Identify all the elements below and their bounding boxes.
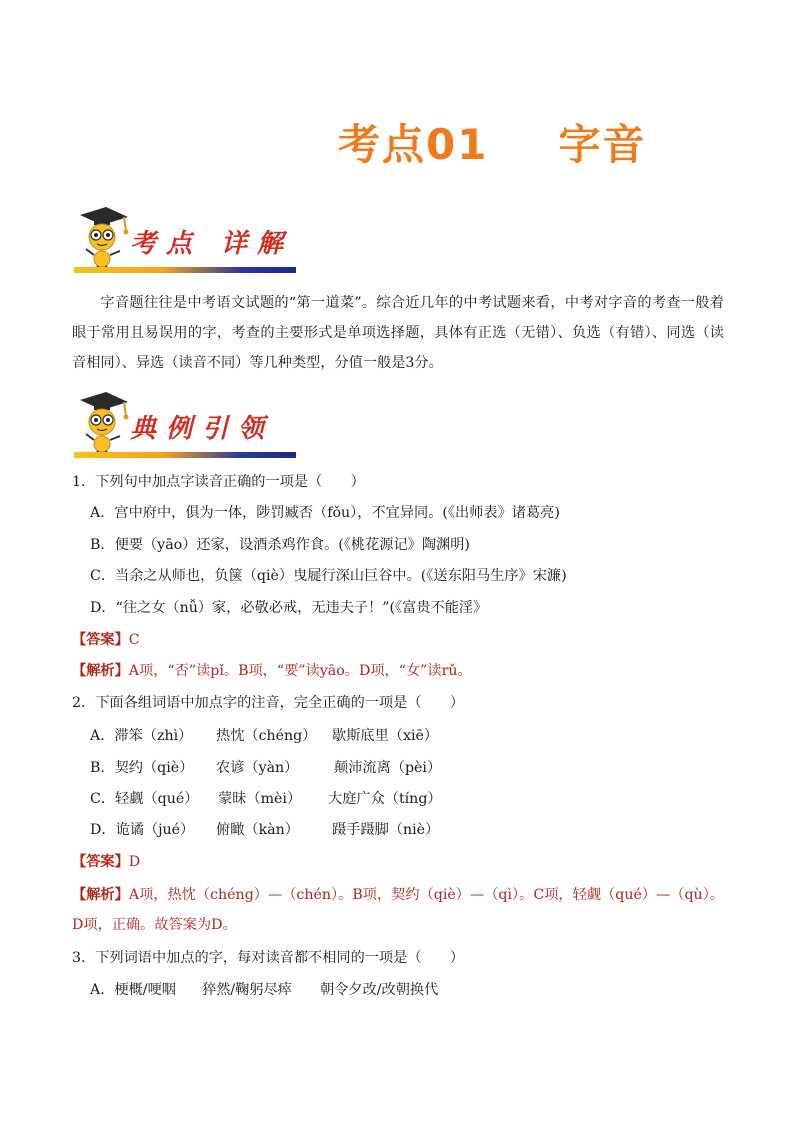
- question-2-option-b: [90, 758, 441, 778]
- title-part2: 字音: [558, 120, 647, 169]
- intro-paragraph: 字音题往往是中考语文试题的“第一道菜”。综合近几年的中考试题来看，中考对字音的考查一般着眼于常用且易误用的字，考查的主要形式是单项选择题，具体有正选（无错）、负选（有错）、同选（读音相同）、异选（读音不同）等几种类型，分值一般是3分。: [72, 295, 724, 371]
- option-cell: 歇斯底里（xiē）: [332, 728, 439, 744]
- analysis-tag: 【解析】: [72, 663, 129, 679]
- option-cell: 猝然/鞠躬尽瘁: [202, 982, 292, 998]
- answer-value: D: [128, 854, 141, 870]
- question-3-stem: 3．下列词语中加点的字，每对读音都不相同的一项是（ ）: [72, 950, 465, 966]
- question-2-option-d: [90, 820, 439, 840]
- question-2-analysis: [72, 880, 724, 940]
- question-2-option-a: [90, 726, 438, 746]
- option-cell: A．滞笨（zhì）: [90, 728, 193, 744]
- question-1-stem: 1．下列句中加点字读音正确的一项是（ ）: [72, 474, 365, 490]
- option-cell: 颠沛流离（pèi）: [334, 760, 442, 776]
- question-1-option-c: C．当余之从师也，负箧（qiè）曳屣行深山巨谷中。(《送东阳马生序》宋濂): [90, 568, 567, 584]
- option-cell: A．梗概/哽咽: [90, 982, 176, 998]
- option-cell: B．契约（qiè）: [90, 760, 194, 776]
- question-2-answer: [72, 852, 140, 872]
- option-cell: C．轻觑（qué）: [90, 791, 199, 807]
- option-cell: D．诡谲（jué）: [90, 822, 195, 838]
- option-cell: 蒙昧（mèi）: [218, 791, 302, 807]
- option-cell: 蹑手蹑脚（niè）: [332, 822, 440, 838]
- question-1-option-b: B．便要（yāo）还家，设酒杀鸡作食。(《桃花源记》陶渊明): [90, 537, 470, 553]
- option-cell: 朝令夕改/改朝换代: [320, 982, 439, 998]
- question-1-option-d: D．“往之女（nǚ）家，必敬必戒，无违夫子！”(《富贵不能淫》: [90, 600, 488, 616]
- answer-tag: 【答案】: [72, 632, 129, 648]
- answer-value: C: [128, 632, 140, 648]
- question-1-analysis: [72, 661, 472, 681]
- question-1-answer: [72, 630, 140, 650]
- question-2-option-c: [90, 789, 442, 809]
- question-1-option-a: A．宫中府中，俱为一体，陟罚臧否（fǒu），不宜异同。(《出师表》诸葛亮): [90, 505, 560, 521]
- option-cell: 农谚（yàn）: [216, 760, 299, 776]
- section-heading-text: 典例引领: [130, 414, 275, 444]
- option-cell: 热忱（chéng）: [216, 728, 317, 744]
- question-3-option-a: [90, 980, 438, 1000]
- page-title: [338, 112, 678, 172]
- mascot-scholar-icon: [72, 205, 132, 271]
- section-heading-text: 考点 详解: [130, 229, 294, 259]
- analysis-tag: 【解析】: [72, 887, 129, 903]
- answer-tag: 【答案】: [72, 854, 129, 870]
- section-underline: [74, 267, 296, 273]
- mascot-scholar-icon: [72, 390, 132, 456]
- option-cell: 俯瞰（kàn）: [216, 822, 299, 838]
- question-2-stem: 2．下面各组词语中加点字的注音，完全正确的一项是（ ）: [72, 695, 465, 711]
- section-header-examples: [72, 390, 297, 460]
- analysis-text: A项，“否”读pǐ。B项，“要”读yāo。D项，“女”读rǔ。: [128, 663, 472, 679]
- option-cell: 大庭广众（tíng）: [328, 791, 442, 807]
- analysis-text: A项，热忱（chéng）—（chén）。B项，契约（qiè）—（qì）。C项，轻觑（qué）—（qù）。D项，正确。故答案为D。: [72, 887, 724, 933]
- section-underline: [74, 452, 296, 458]
- section-header-explain: [72, 205, 297, 275]
- title-part1: 考点01: [338, 120, 489, 169]
